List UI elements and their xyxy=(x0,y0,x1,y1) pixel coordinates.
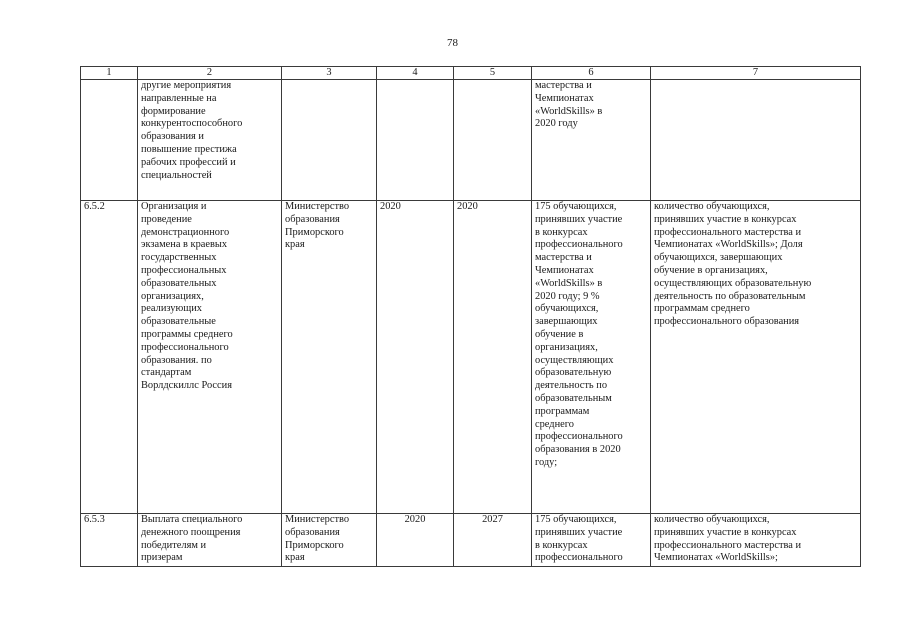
row-id: 6.5.3 xyxy=(81,514,138,567)
row-indicator xyxy=(651,80,861,201)
row-start-year xyxy=(377,80,454,201)
row-start-year: 2020 xyxy=(377,514,454,567)
table-row xyxy=(81,514,861,567)
row-executor xyxy=(282,80,377,201)
row-executor: Министерство образования Приморского края xyxy=(282,514,377,567)
row-activity-name: другие мероприятия направленные на формирование конкурентоспособного образования и повышение престижа рабочих профессий и специальностей xyxy=(138,80,282,201)
table-row xyxy=(81,201,861,514)
row-start-year: 2020 xyxy=(377,201,454,514)
column-number-3: 3 xyxy=(282,67,377,80)
column-number-5: 5 xyxy=(454,67,532,80)
row-end-year: 2027 xyxy=(454,514,532,567)
column-number-7: 7 xyxy=(651,67,861,80)
row-result: 175 обучающихся, принявших участие в конкурсах профессионального xyxy=(532,514,651,567)
row-indicator: количество обучающихся, принявших участие в конкурсах профессионального мастерства и Чемпионатах «WorldSkills»; Доля обучающихся, завершающих обучение в организациях, осуществляющих образовательную деятельность по образовательным программам среднего профессионального образования xyxy=(651,201,861,514)
row-id xyxy=(81,80,138,201)
column-number-4: 4 xyxy=(377,67,454,80)
table-row xyxy=(81,80,861,201)
row-activity-name: Организация и проведение демонстрационного экзамена в краевых государственных профессиональных образовательных организациях, реализующих образовательные программы среднего профессионального образования. по стандартам Ворлдскиллс Россия xyxy=(138,201,282,514)
document-table xyxy=(80,66,861,567)
column-number-2: 2 xyxy=(138,67,282,80)
row-end-year: 2020 xyxy=(454,201,532,514)
row-end-year xyxy=(454,80,532,201)
column-number-1: 1 xyxy=(81,67,138,80)
row-id: 6.5.2 xyxy=(81,201,138,514)
row-indicator: количество обучающихся, принявших участие в конкурсах профессионального мастерства и Чемпионатах «WorldSkills»; xyxy=(651,514,861,567)
column-number-6: 6 xyxy=(532,67,651,80)
page-number: 78 xyxy=(447,37,458,49)
row-executor: Министерство образования Приморского края xyxy=(282,201,377,514)
row-result: 175 обучающихся, принявших участие в конкурсах профессионального мастерства и Чемпионатах «WorldSkills» в 2020 году; 9 % обучающихся, завершающих обучение в организациях, осуществляющих образовательную деятельность по образовательным программам среднего профессионального образования в 2020 году; xyxy=(532,201,651,514)
table-header-row xyxy=(81,67,861,80)
row-result: мастерства и Чемпионатах «WorldSkills» в 2020 году xyxy=(532,80,651,201)
row-activity-name: Выплата специального денежного поощрения победителям и призерам xyxy=(138,514,282,567)
